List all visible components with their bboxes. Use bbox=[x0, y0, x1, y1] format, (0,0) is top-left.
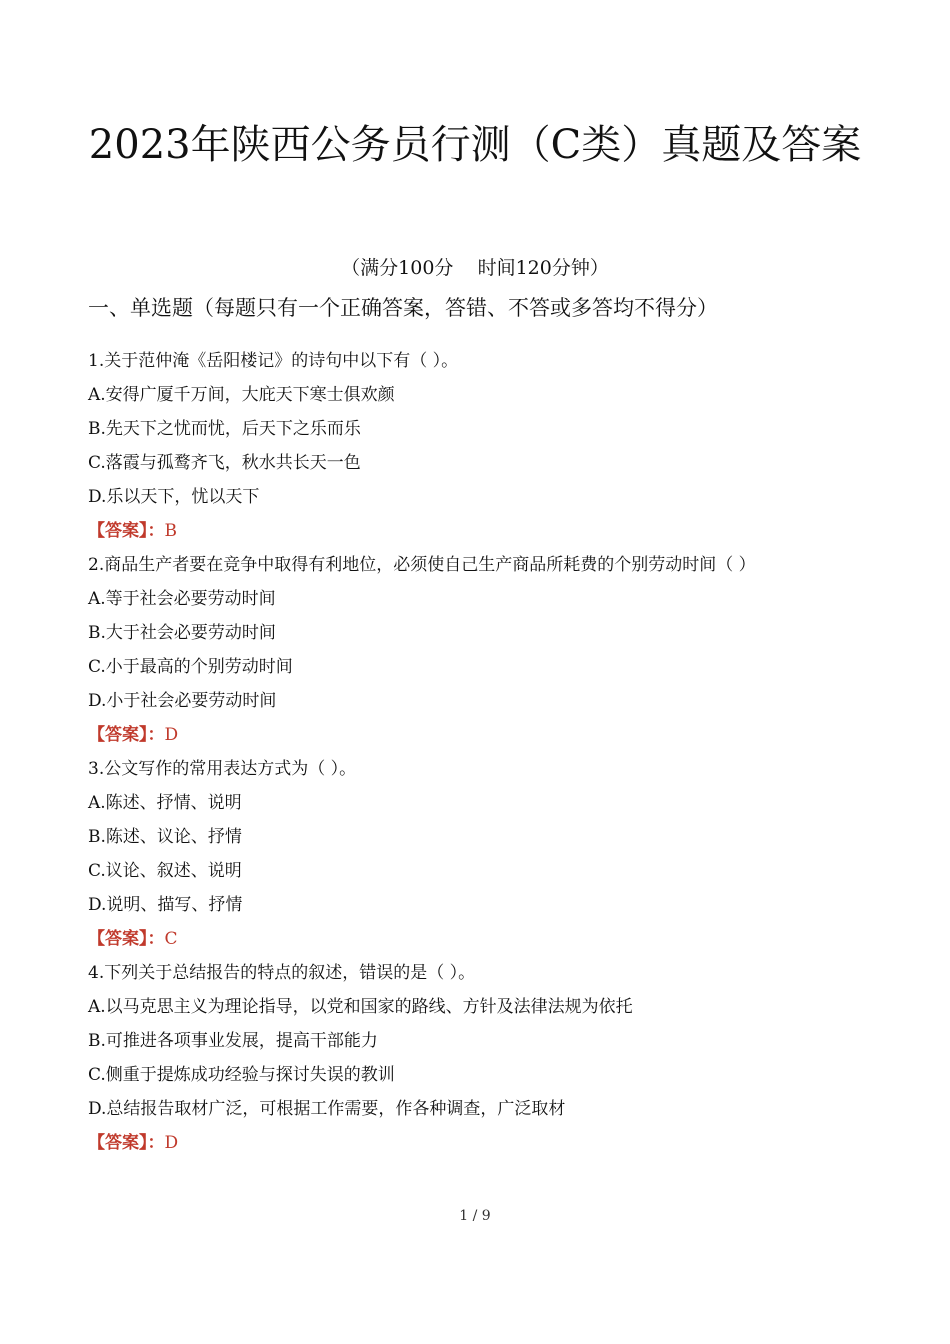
answer-value: B bbox=[164, 521, 177, 541]
question-option: C.议论、叙述、说明 bbox=[88, 861, 242, 881]
question-option: C.小于最高的个别劳动时间 bbox=[88, 657, 293, 677]
question-stem: 1.关于范仲淹《岳阳楼记》的诗句中以下有（ ）。 bbox=[88, 351, 459, 371]
page-number: 1 / 9 bbox=[459, 1208, 491, 1224]
question-list bbox=[88, 344, 888, 1160]
question-option: B.大于社会必要劳动时间 bbox=[88, 623, 276, 643]
question-item bbox=[88, 344, 888, 548]
answer-value: C bbox=[164, 929, 178, 949]
section-heading: 一、单选题（每题只有一个正确答案，答错、不答或多答均不得分） bbox=[88, 296, 718, 320]
question-item bbox=[88, 548, 888, 752]
answer-label: 【答案】： bbox=[88, 1133, 165, 1153]
answer-line bbox=[88, 1126, 888, 1160]
question-option: C.侧重于提炼成功经验与探讨失误的教训 bbox=[88, 1065, 395, 1085]
answer-line bbox=[88, 718, 888, 752]
question-option: C.落霞与孤鹜齐飞，秋水共长天一色 bbox=[88, 453, 361, 473]
exam-info: （满分100分 时间120分钟） bbox=[341, 257, 609, 279]
answer-value: D bbox=[164, 1133, 179, 1153]
question-option: B.先天下之忧而忧，后天下之乐而乐 bbox=[88, 419, 361, 439]
answer-label: 【答案】： bbox=[88, 929, 165, 949]
question-option: A.安得广厦千万间，大庇天下寒士俱欢颜 bbox=[88, 385, 395, 405]
document-title: 2023年陕西公务员行测（C类）真题及答案 bbox=[88, 122, 862, 168]
question-option: B.陈述、议论、抒情 bbox=[88, 827, 242, 847]
question-option: D.小于社会必要劳动时间 bbox=[88, 691, 277, 711]
answer-value: D bbox=[164, 725, 179, 745]
answer-line bbox=[88, 514, 888, 548]
question-option: D.总结报告取材广泛，可根据工作需要，作各种调查，广泛取材 bbox=[88, 1099, 566, 1119]
question-option: D.说明、描写、抒情 bbox=[88, 895, 243, 915]
answer-line bbox=[88, 922, 888, 956]
question-option: B.可推进各项事业发展，提高干部能力 bbox=[88, 1031, 378, 1051]
answer-label: 【答案】： bbox=[88, 725, 165, 745]
question-item bbox=[88, 956, 888, 1160]
question-item bbox=[88, 752, 888, 956]
question-option: A.以马克思主义为理论指导，以党和国家的路线、方针及法律法规为依托 bbox=[88, 997, 633, 1017]
question-option: A.等于社会必要劳动时间 bbox=[88, 589, 276, 609]
question-stem: 4.下列关于总结报告的特点的叙述，错误的是（ ）。 bbox=[88, 963, 476, 983]
question-stem: 2.商品生产者要在竞争中取得有利地位，必须使自己生产商品所耗费的个别劳动时间（ ） bbox=[88, 555, 756, 575]
question-option: D.乐以天下，忧以天下 bbox=[88, 487, 260, 507]
question-option: A.陈述、抒情、说明 bbox=[88, 793, 242, 813]
question-stem: 3.公文写作的常用表达方式为（ ）。 bbox=[88, 759, 357, 779]
answer-label: 【答案】： bbox=[88, 521, 165, 541]
